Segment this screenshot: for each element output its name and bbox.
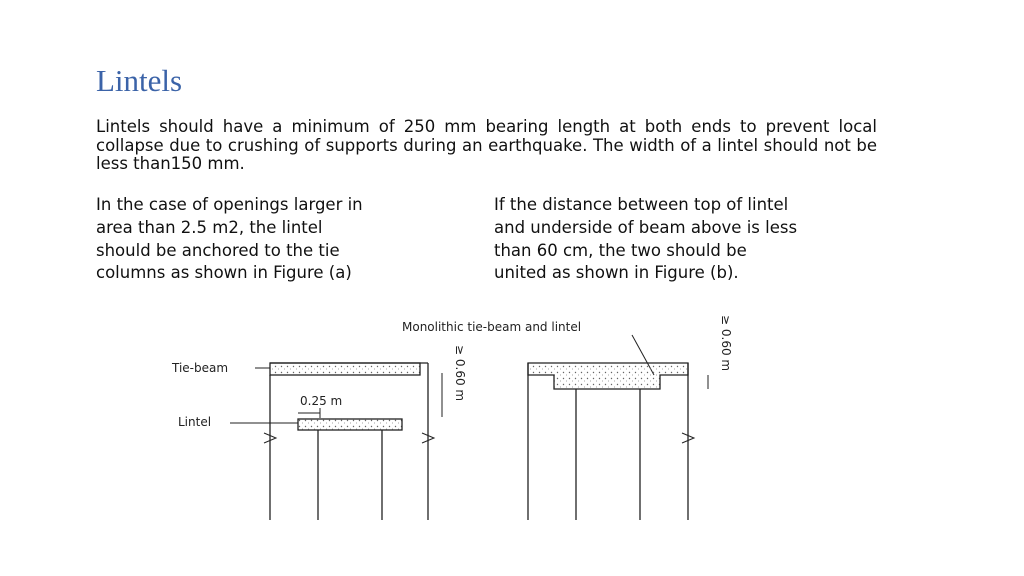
left-line: columns as shown in Figure (a) [96, 263, 352, 283]
figure-b [402, 315, 733, 520]
left-line: In the case of openings larger in [96, 195, 363, 214]
gap-label-a: ≥ 0.60 m [453, 345, 467, 402]
left-line: should be anchored to the tie [96, 240, 340, 260]
gap-label-b: ≥ 0.60 m [719, 315, 733, 372]
right-column-text [494, 194, 864, 285]
left-column-text [96, 194, 426, 285]
tie-beam-shape [270, 363, 420, 375]
monolithic-label: Monolithic tie-beam and lintel [402, 320, 582, 334]
lintel-label: Lintel [178, 415, 212, 429]
right-line: united as shown in Figure (b). [494, 263, 739, 283]
bearing-label: 0.25 m [300, 394, 343, 408]
left-line: area than 2.5 m2, the lintel [96, 217, 323, 237]
figure-a [171, 345, 467, 520]
lintel-shape [298, 419, 402, 430]
slide-title: Lintels [96, 63, 183, 98]
monolithic-beam-shape [528, 363, 688, 389]
tie-beam-label: Tie-beam [172, 361, 229, 375]
lintel-figures [160, 305, 760, 550]
intro-paragraph: Lintels should have a minimum of 250 mm bearing length at both ends to prevent local collapse due to crushing of supports during an earthquake. The width of a lintel should not be less than150 mm. [96, 117, 877, 173]
right-line: If the distance between top of lintel [494, 195, 789, 214]
right-line: than 60 cm, the two should be [494, 240, 747, 260]
right-line: and underside of beam above is less [494, 217, 798, 237]
